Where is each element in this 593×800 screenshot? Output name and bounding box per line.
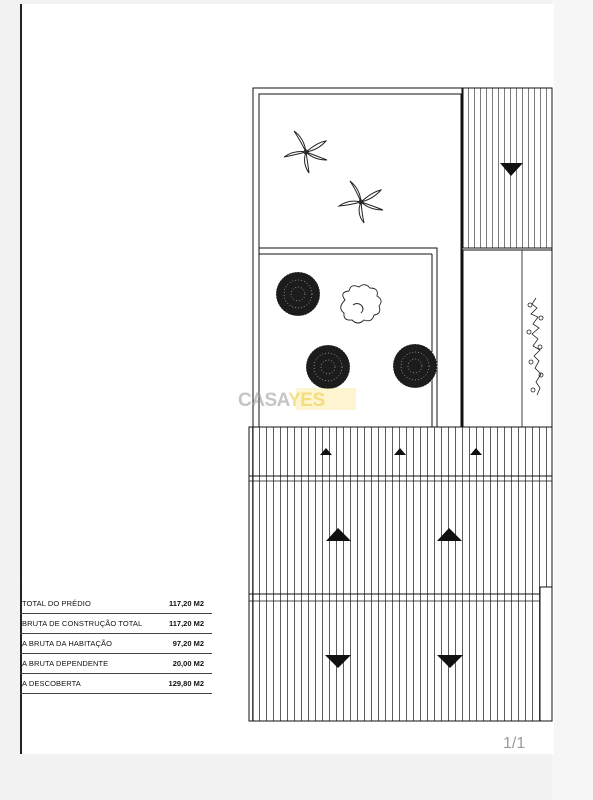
watermark bbox=[238, 390, 325, 412]
area-label: BRUTA DE CONSTRUÇÃO TOTAL bbox=[22, 619, 143, 628]
watermark-yes: YES bbox=[288, 390, 325, 411]
area-value: 117,20 M2 bbox=[168, 619, 204, 628]
area-value: 20,00 M2 bbox=[172, 659, 204, 668]
area-value: 117,20 M2 bbox=[168, 599, 204, 608]
roof-slab-top-right bbox=[463, 88, 552, 248]
shrub-icon bbox=[393, 344, 437, 388]
shrub-icon bbox=[306, 345, 350, 389]
roof-slab-bottom bbox=[249, 587, 552, 721]
area-table bbox=[20, 594, 212, 694]
palm-tree-icon bbox=[339, 181, 383, 223]
flower-bed-icon bbox=[527, 298, 543, 395]
area-label: A BRUTA DEPENDENTE bbox=[22, 659, 109, 668]
shrub-icon bbox=[276, 272, 320, 316]
area-row bbox=[20, 674, 212, 694]
watermark-casa: CASA bbox=[238, 390, 289, 411]
area-label: A DESCOBERTA bbox=[22, 679, 81, 688]
page-indicator: 1/1 bbox=[503, 735, 526, 752]
palm-tree-icon bbox=[284, 131, 327, 173]
area-row bbox=[20, 614, 212, 634]
area-row bbox=[20, 594, 212, 614]
area-row bbox=[20, 654, 212, 674]
area-value: 97,20 M2 bbox=[172, 639, 204, 648]
area-value: 129,80 M2 bbox=[168, 679, 204, 688]
flower-bed bbox=[463, 250, 552, 427]
area-label: A BRUTA DA HABITAÇÃO bbox=[22, 639, 113, 648]
area-label: TOTAL DO PRÉDIO bbox=[22, 599, 91, 608]
area-row bbox=[20, 634, 212, 654]
area-table-mark: º bbox=[20, 580, 23, 586]
roof-slab-middle bbox=[249, 427, 552, 594]
shrub-icon bbox=[341, 285, 381, 323]
